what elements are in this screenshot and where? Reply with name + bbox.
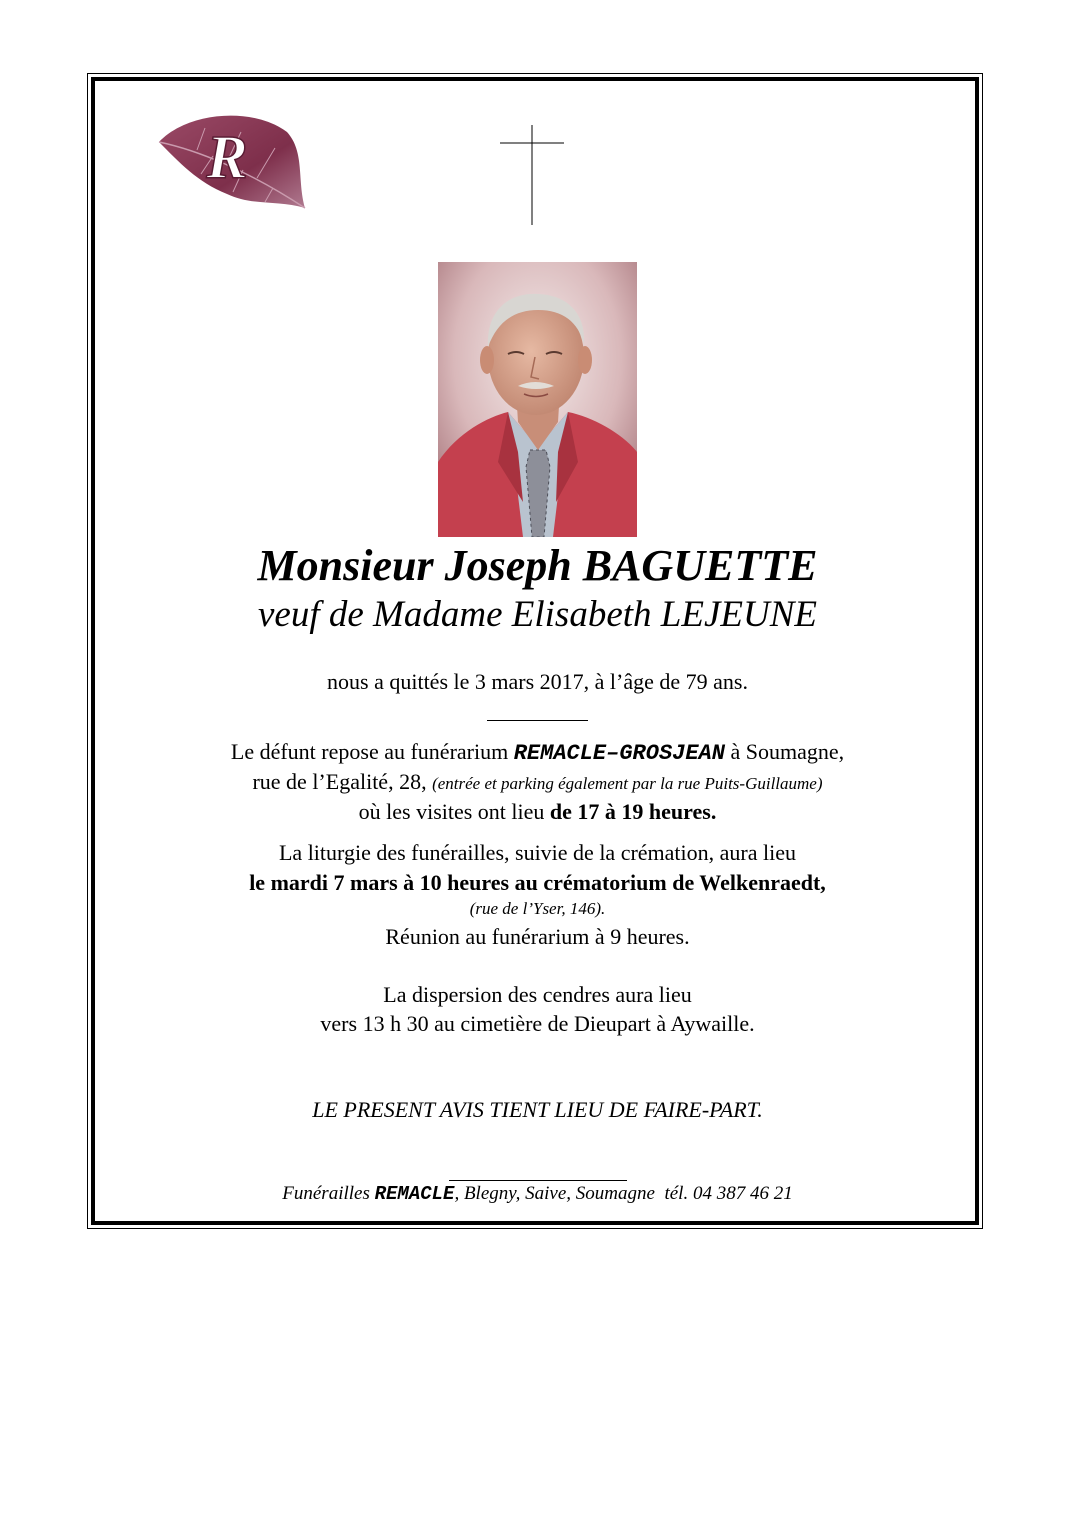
cross-icon	[498, 125, 566, 225]
separator-rule	[487, 720, 588, 721]
widow-line: veuf de Madame Elisabeth LEJEUNE	[258, 594, 817, 635]
repose-line	[95, 737, 980, 769]
funeral-home-name: REMACLE–GROSJEAN	[513, 741, 725, 766]
visits-line	[95, 797, 980, 827]
liturgy-address: (rue de l’Yser, 146).	[469, 899, 606, 918]
portrait-photo	[438, 262, 637, 537]
dispersion-line-2: vers 13 h 30 au cimetière de Dieupart à Aywaille.	[320, 1011, 755, 1036]
notice-statement: LE PRESENT AVIS TIENT LIEU DE FAIRE-PART.	[312, 1097, 763, 1122]
footer-locations: , Blegny, Saive, Soumagne	[454, 1183, 655, 1204]
address-line	[95, 767, 980, 799]
leaf-logo-icon	[157, 110, 307, 212]
repose-suffix: à Soumagne,	[730, 739, 845, 764]
footer-company: REMACLE	[374, 1183, 455, 1205]
page-border	[87, 73, 983, 1229]
address-note: (entrée et parking également par la rue Puits-Guillaume)	[432, 774, 823, 793]
deceased-name: Monsieur Joseph BAGUETTE	[257, 541, 818, 590]
dispersion-line-1: La dispersion des cendres aura lieu	[383, 982, 692, 1007]
page-border-inner	[91, 77, 979, 1225]
footer-phone: tél. 04 387 46 21	[664, 1183, 793, 1204]
footer-prefix: Funérailles	[282, 1183, 370, 1204]
address-text: rue de l’Egalité, 28,	[252, 769, 427, 794]
logo-letter: R	[206, 124, 248, 192]
liturgy-line-1: La liturgie des funérailles, suivie de la crémation, aura lieu	[278, 840, 796, 865]
footer-line	[95, 1181, 980, 1207]
repose-prefix: Le défunt repose au funérarium	[230, 739, 509, 764]
reunion-line: Réunion au funérarium à 9 heures.	[385, 924, 690, 949]
passed-line: nous a quittés le 3 mars 2017, à l’âge de 79 ans.	[327, 669, 748, 694]
visits-prefix: où les visites ont lieu	[358, 799, 545, 824]
liturgy-line-2: le mardi 7 mars à 10 heures au crématorium de Welkenraedt,	[249, 870, 826, 895]
visits-hours: de 17 à 19 heures.	[549, 799, 717, 824]
